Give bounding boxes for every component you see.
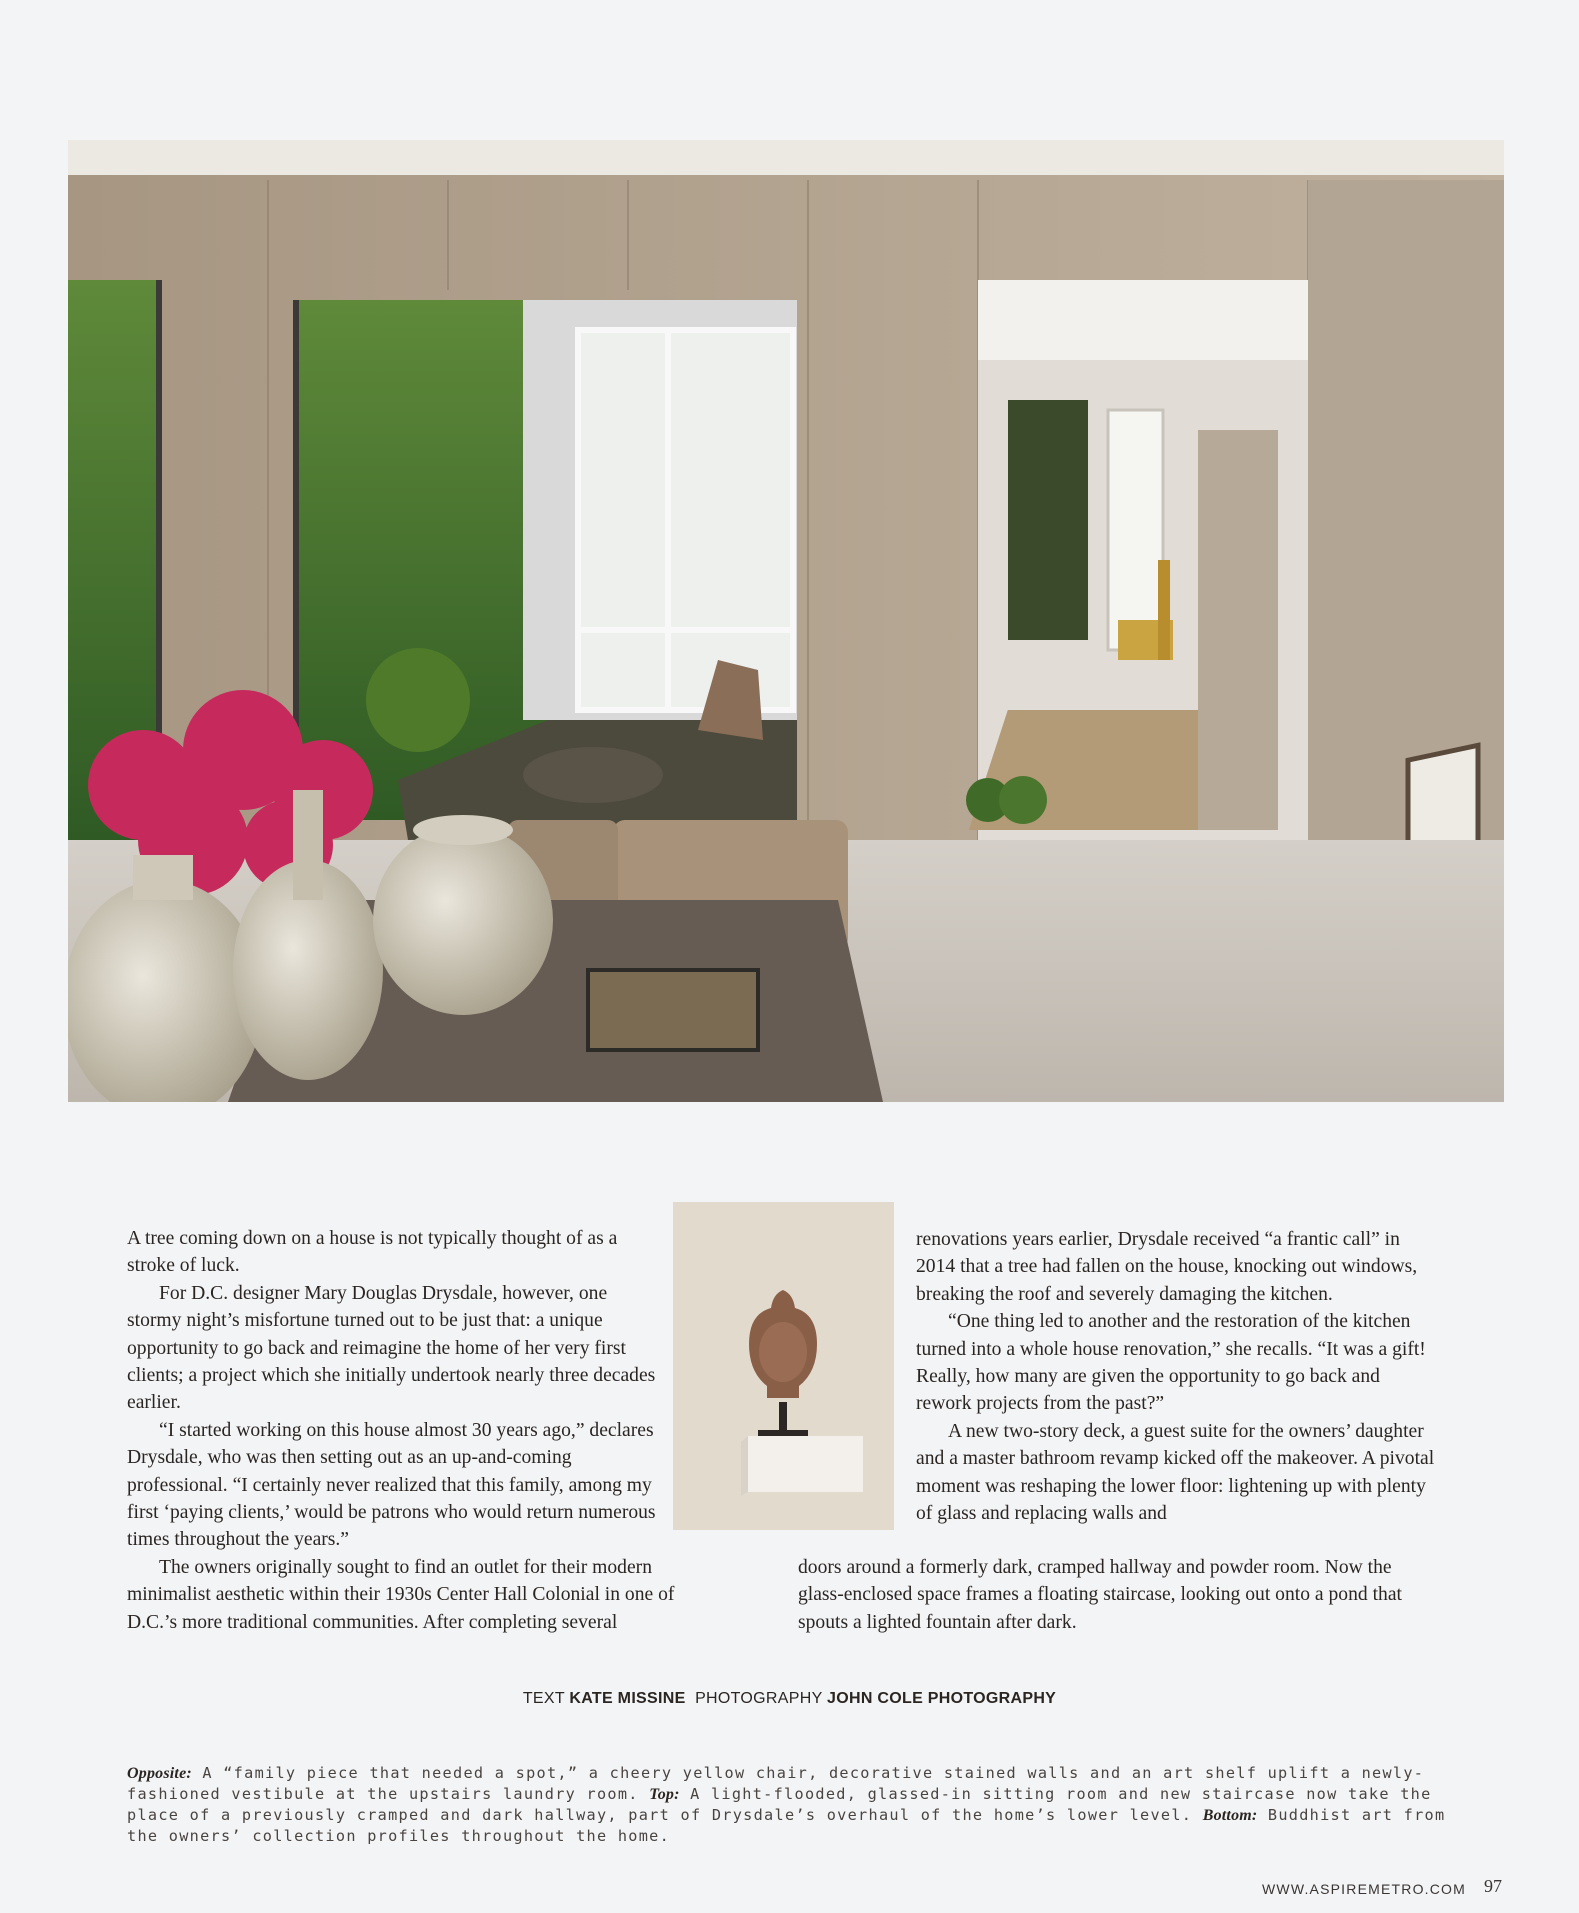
caption-opposite-text: A “family piece that needed a spot,” a cheery yellow chair, decorative stained walls and an art shelf uplift a newly-fashioned vestibule at the upstairs laundry room. xyxy=(127,1764,1425,1803)
article-paragraph: A new two-story deck, a guest suite for the owners’ daughter and a master bathroom revamp kicked off the makeover. A pivotal moment was reshaping the lower floor: lightening up with plenty of glass and replacing walls and xyxy=(916,1420,1435,1525)
article-paragraph: “One thing led to another and the restoration of the kitchen turned into a whole house renovation,” she recalls. “It was a gift! Really, how many are given the opportunity to go back and rework projects from the past?” xyxy=(916,1311,1426,1415)
credit-photo-name: JOHN COLE PHOTOGRAPHY xyxy=(827,1690,1057,1707)
hero-photo-sitting-room xyxy=(68,140,1504,1102)
buddha-inset-photo xyxy=(673,1202,894,1530)
article-paragraph: The owners originally sought to find an outlet for their modern minimalist aesthetic within their 1930s Center Hall Colonial in one of D.C.’s more traditional communities. After completing several xyxy=(127,1556,675,1633)
credit-photo-label: PHOTOGRAPHY xyxy=(695,1690,823,1707)
credit-text-name: KATE MISSINE xyxy=(569,1690,686,1707)
article-paragraph: doors around a formerly dark, cramped hallway and powder room. Now the glass-enclosed space frames a floating staircase, looking out onto a pond that spouts a lighted fountain after dark. xyxy=(798,1557,1402,1633)
article-left-column xyxy=(127,1225,705,1636)
article-paragraph: renovations years earlier, Drysdale received “a frantic call” in 2014 that a tree had fallen on the house, knocking out windows, breaking the roof and severely damaging the kitchen. xyxy=(916,1229,1418,1305)
article-paragraph: “I started working on this house almost 30 years ago,” declares Drysdale, who was then setting out as an up-and-coming professional. “I certainly never realized that this family, among my first ‘paying clients,’ would be patrons who would return numerous times throughout the years.” xyxy=(127,1419,656,1551)
credit-text-label: TEXT xyxy=(522,1690,565,1707)
sitting-room-illustration xyxy=(68,140,1504,1102)
article-paragraph: For D.C. designer Mary Douglas Drysdale, however, one stormy night’s misfortune turned out to be just that: a unique opportunity to go back and reimagine the home of her very first clients; a project which she initially undertook nearly three decades earlier. xyxy=(127,1282,656,1414)
article-paragraph: A tree coming down on a house is not typically thought of as a stroke of luck. xyxy=(127,1228,618,1277)
article-right-column-continued xyxy=(798,1554,1438,1636)
photo-credits xyxy=(0,1690,1579,1708)
page-number: 97 xyxy=(1484,1876,1502,1896)
article-right-column xyxy=(916,1226,1436,1527)
photo-caption xyxy=(127,1763,1447,1846)
caption-opposite-label: Opposite: xyxy=(127,1765,192,1782)
caption-bottom-label: Bottom: xyxy=(1202,1807,1258,1824)
caption-bottom-text: Buddhist art from the owners’ collection profiles throughout the home. xyxy=(127,1806,1446,1845)
caption-top-label: Top: xyxy=(649,1786,680,1803)
caption-top-text: A light-flooded, glassed-in sitting room and new staircase now take the place of a previously cramped and dark hallway, part of Drysdale’s overhaul of the home’s lower level. xyxy=(127,1785,1432,1824)
buddha-head-illustration xyxy=(673,1202,894,1530)
footer-url: WWW.ASPIREMETRO.COM xyxy=(1262,1881,1467,1897)
